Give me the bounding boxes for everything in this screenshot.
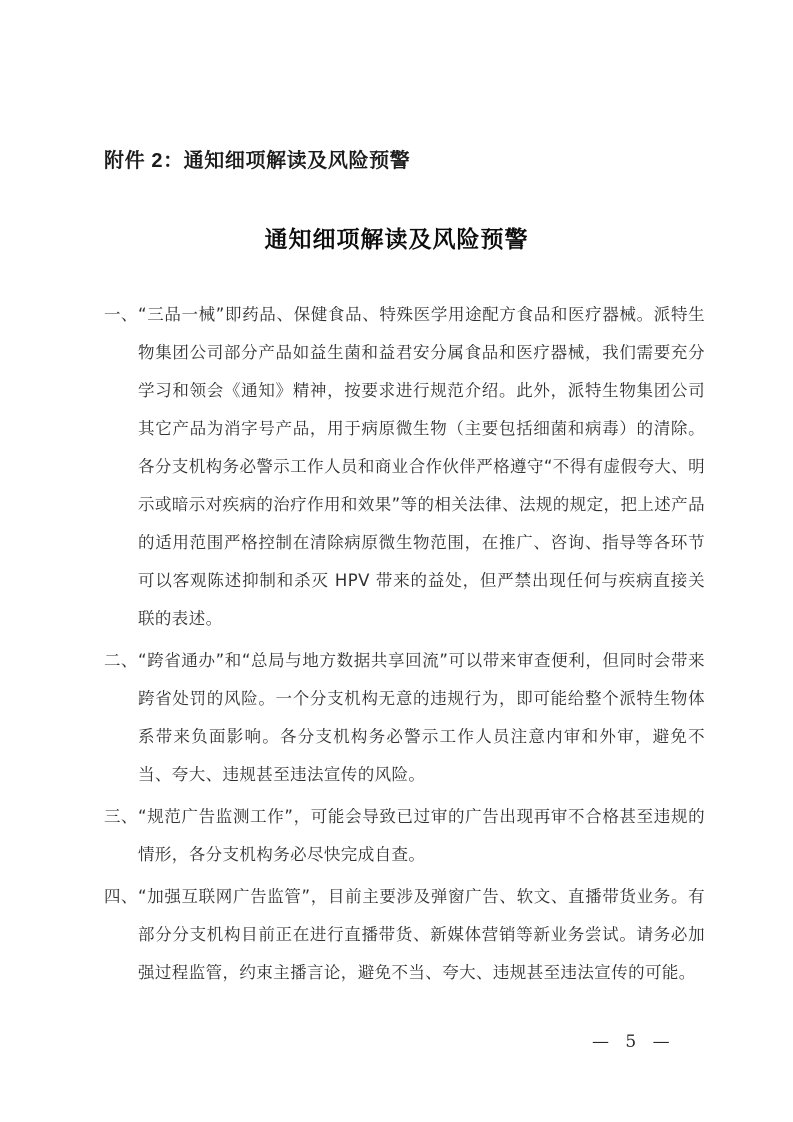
attachment-heading: 附件 2：通知细项解读及风险预警 (104, 150, 411, 172)
list-item-text: “三品一械”即药品、保健食品、特殊医学用途配方食品和医疗器械。派特生物集团公司部分产品如益生菌和益君安分属食品和医疗器械，我们需要充分学习和领会《通知》精神，按要求进行规范介绍。此外，派特生物集团公司其它产品为消字号产品，用于病原微生物（主要包括细菌和病毒）的清除。各分支机构务必警示工作人员和商业合作伙伴严格遵守“不得有虚假夸大、明示或暗示对疾病的治疗作用和效果”等的相关法律、法规的规定，把上述产品的适用范围严格控制在清除病原微生物范围，在推广、咨询、指导等各环节可以客观陈述抑制和杀灭 HPV 带来的益处，但严禁出现任何与疾病直接关联的表述。 (138, 305, 705, 628)
list-item (104, 798, 705, 874)
list-item-marker: 一、 (104, 305, 138, 324)
paragraph-list (104, 296, 705, 996)
list-item-text: “规范广告监测工作”，可能会导致已过审的广告出现再审不合格甚至违规的情形，各分支机构务必尽快完成自查。 (138, 807, 705, 864)
page-title: 通知细项解读及风险预警 (264, 226, 529, 253)
list-item-text: “跨省通办”和“总局与地方数据共享回流”可以带来审查便利，但同时会带来跨省处罚的风险。一个分支机构无意的违规行为，即可能给整个派特生物体系带来负面影响。各分支机构务必警示工作人员注意内审和外审，避免不当、夸大、违规甚至违法宣传的风险。 (138, 651, 705, 784)
page-number: — 5 — (592, 1032, 672, 1052)
list-item-marker: 四、 (104, 887, 138, 906)
list-item-marker: 二、 (104, 651, 138, 670)
list-item (104, 878, 705, 992)
list-item (104, 642, 705, 794)
list-item-marker: 三、 (104, 807, 138, 826)
list-item (104, 296, 705, 638)
list-item-text: “加强互联网广告监管”，目前主要涉及弹窗广告、软文、直播带货业务。有部分分支机构目前正在进行直播带货、新媒体营销等新业务尝试。请务必加强过程监管，约束主播言论，避免不当、夸大、违规甚至违法宣传的可能。 (138, 887, 705, 982)
